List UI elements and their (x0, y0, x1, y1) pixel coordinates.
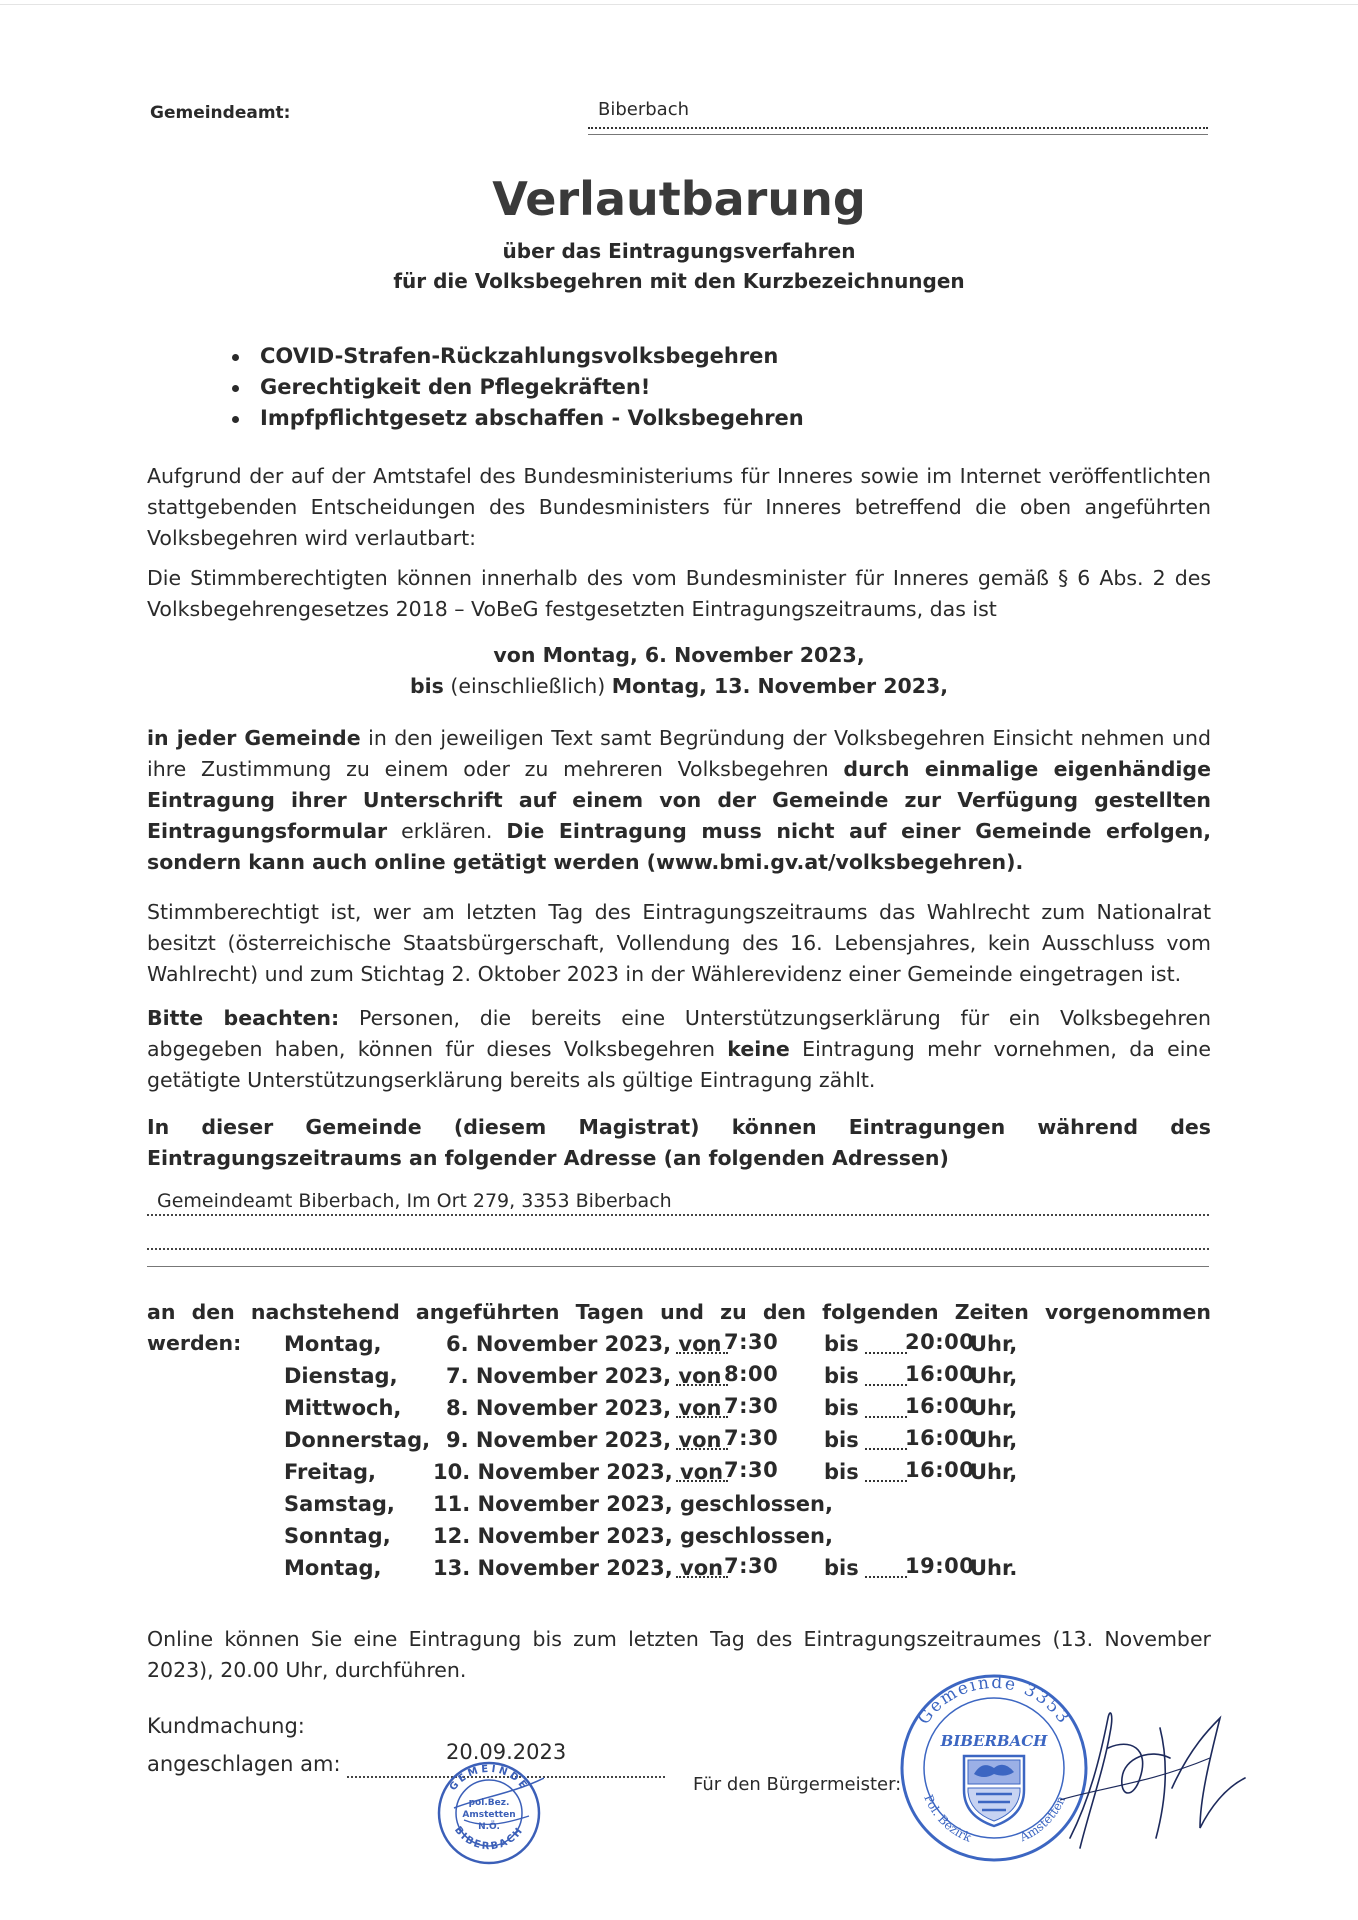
schedule-uhr: Uhr, (970, 1428, 1018, 1452)
schedule-time-from: 7:30 (724, 1458, 779, 1482)
paragraph-adresse-intro: In dieser Gemeinde (diesem Magistrat) können Eintragungen während des Eintragungszeitraums an folgender Adresse (an folgenden Adressen) (147, 1115, 1211, 1170)
para3-bold-e: Die Eintragung muss nicht auf einer Gemeinde erfolgen, sondern kann auch online getätigt werden (www.bmi.gv.at/volksbegehren). (147, 819, 1211, 874)
schedule-day: Freitag, (284, 1460, 377, 1484)
schedule-day: Donnerstag, (284, 1428, 431, 1452)
subtitle-line-1: über das Eintragungsverfahren (502, 239, 856, 263)
list-item: Gerechtigkeit den Pflegekräften! (230, 372, 804, 403)
schedule-day: Dienstag, (284, 1364, 398, 1388)
schedule-uhr: Uhr. (970, 1556, 1018, 1580)
period-to-paren: (einschließlich) (450, 674, 606, 698)
svg-text:Gemeinde 3353 (914, 1673, 1074, 1729)
schedule-day: Samstag, (284, 1492, 395, 1516)
schedule-day: Sonntag, (284, 1524, 391, 1548)
document-title: Verlautbarung (492, 172, 866, 226)
address-field-empty (147, 1224, 1209, 1250)
schedule-date: 10. November 2023, von (433, 1460, 724, 1484)
period-from: von Montag, 6. November 2023, (493, 643, 865, 667)
schedule-time-from: 8:00 (724, 1362, 779, 1386)
coat-of-arms-icon (964, 1756, 1024, 1826)
para5-text-b: Personen, die bereits eine Unterstützungserklärung für ein Volksbegehren abgegeben haben, können für dieses Volksbegehren (147, 1006, 1211, 1061)
schedule-time-from: 7:30 (724, 1554, 779, 1578)
period-to-prefix: bis (409, 674, 444, 698)
seal-small-line3: N.Ö. (478, 1822, 500, 1832)
schedule-bis: bis (824, 1460, 859, 1484)
schedule-date: 11. November 2023, geschlossen, (433, 1492, 833, 1516)
time-to-field (865, 1384, 907, 1386)
time-from-field (676, 1416, 728, 1418)
seal-small-line2: Amstetten (462, 1810, 516, 1820)
schedule-time-from: 7:30 (724, 1394, 779, 1418)
schedule-row (0, 1396, 1358, 1427)
para3-text-b: in den jeweiligen Text samt Begründung der Volksbegehren Einsicht nehmen und ihre Zustimmung zu einem oder zu mehreren Volksbegehren (147, 726, 1211, 781)
schedule-uhr: Uhr, (970, 1396, 1018, 1420)
schedule-bis: bis (824, 1396, 859, 1420)
time-from-field (676, 1480, 728, 1482)
angeschlagen-date: 20.09.2023 (446, 1740, 567, 1764)
schedule-time-to: 19:00 (905, 1554, 975, 1578)
kundmachung-label: Kundmachung: (147, 1714, 305, 1738)
schedule-day: Montag, (284, 1332, 382, 1356)
paragraph-bitte-beachten (147, 1003, 1211, 1096)
schedule-day: Montag, (284, 1556, 382, 1580)
schedule-time-to: 16:00 (905, 1426, 975, 1450)
time-to-field (865, 1352, 907, 1354)
seal-small-line1: pol.Bez. (468, 1798, 510, 1808)
para3-bold-a: in jeder Gemeinde (147, 726, 361, 750)
period-to-suffix: Montag, 13. November 2023, (611, 674, 949, 698)
schedule-row (0, 1460, 1358, 1491)
schedule-row (0, 1364, 1358, 1395)
schedule-date: 7. November 2023, von (446, 1364, 722, 1388)
seal-small-ring-top: GEMEINDE (447, 1763, 531, 1794)
seal-large-center: BIBERBACH (940, 1732, 1048, 1750)
schedule-day: Mittwoch, (284, 1396, 402, 1420)
schedule-time-to: 16:00 (905, 1362, 975, 1386)
schedule-row (0, 1492, 1358, 1523)
schedule-uhr: Uhr, (970, 1364, 1018, 1388)
period-to (0, 674, 1358, 698)
schedule-row (0, 1556, 1358, 1587)
address-underline (147, 1266, 1209, 1267)
para3-text-d: erklären. (387, 819, 507, 843)
schedule-time-to: 16:00 (905, 1458, 975, 1482)
para5-bold-a: Bitte beachten: (147, 1006, 340, 1030)
schedule-date: 9. November 2023, von (446, 1428, 722, 1452)
time-to-field (865, 1576, 907, 1578)
municipal-seal-small (434, 1758, 544, 1868)
schedule-date: 12. November 2023, geschlossen, (433, 1524, 833, 1548)
list-item: Impfpflichtgesetz abschaffen - Volksbegehren (230, 403, 804, 434)
schedule-row (0, 1332, 1358, 1363)
seal-large-ring-left: Pol. Bezirk (921, 1792, 974, 1845)
para3-bold-c: durch einmalige eigenhändige Eintragung ihrer Unterschrift auf einem von der Gemeinde zur Verfügung gestellten Eintragungsformular (147, 757, 1211, 843)
paragraph-eintragung (147, 723, 1211, 878)
schedule-bis: bis (824, 1364, 859, 1388)
schedule-uhr: Uhr, (970, 1332, 1018, 1356)
buergermeister-label: Für den Bürgermeister: (693, 1774, 902, 1795)
gemeindeamt-value: Biberbach (598, 99, 690, 120)
schedule-row (0, 1524, 1358, 1555)
time-to-field (865, 1448, 907, 1450)
paragraph-stimmberechtigt: Stimmberechtigt ist, wer am letzten Tag des Eintragungszeitraums das Wahlrecht zum Nationalrat besitzt (österreichische Staatsbürgerschaft, Vollendung des 16. Lebensjahres, kein Ausschluss vom Wahlrecht) und zum Stichtag 2. Oktober 2023 in der Wählerevidenz einer Gemeinde eingetragen ist. (147, 900, 1211, 986)
subtitle-line-2: für die Volksbegehren mit den Kurzbezeichnungen (393, 269, 965, 293)
gemeindeamt-label: Gemeindeamt: (150, 103, 291, 123)
signature-image (1060, 1688, 1250, 1868)
time-to-field (865, 1480, 907, 1482)
online-note: Online können Sie eine Eintragung bis zum letzten Tag des Eintragungszeitraumes (13. November 2023), 20.00 Uhr, durchführen. (147, 1627, 1211, 1682)
paragraph-intro: Aufgrund der auf der Amtstafel des Bundesministeriums für Inneres sowie im Internet veröffentlichten stattgebenden Entscheidungen des Bundesministers für Inneres betreffend die oben angeführten Volksbegehren wird verlautbart: (147, 464, 1211, 550)
schedule-time-from: 7:30 (724, 1426, 779, 1450)
time-from-field (676, 1384, 728, 1386)
time-from-field (676, 1576, 728, 1578)
schedule-time-from: 7:30 (724, 1330, 779, 1354)
seal-small-ring-bottom: BIBERBACH (451, 1824, 527, 1853)
list-item: COVID-Strafen-Rückzahlungsvolksbegehren (230, 341, 804, 372)
schedule-bis: bis (824, 1428, 859, 1452)
gemeindeamt-underline (588, 134, 1208, 135)
schedule-bis: bis (824, 1332, 859, 1356)
seal-large-ring-right: Amstetten (1017, 1793, 1069, 1845)
schedule-date: 13. November 2023, von (433, 1556, 724, 1580)
schedule-uhr: Uhr, (970, 1460, 1018, 1484)
page-edge-line (0, 4, 1358, 5)
schedule-bis: bis (824, 1556, 859, 1580)
gemeindeamt-field (588, 99, 1208, 129)
address-field (147, 1190, 1209, 1216)
time-to-field (865, 1416, 907, 1418)
schedule-intro: an den nachstehend angeführten Tagen und zu den folgenden Zeiten vorgenommen werden: (147, 1300, 1211, 1355)
schedule-row (0, 1428, 1358, 1459)
schedule-time-to: 20:00 (905, 1330, 975, 1354)
paragraph-period-intro: Die Stimmberechtigten können innerhalb des vom Bundesminister für Inneres gemäß § 6 Abs. 2 des Volksbegehrengesetzes 2018 – VoBeG festgesetzten Eintragungszeitraums, das ist (147, 566, 1211, 621)
time-from-field (676, 1352, 728, 1354)
time-from-field (676, 1448, 728, 1450)
angeschlagen-label: angeschlagen am: (147, 1752, 341, 1776)
schedule-date: 8. November 2023, von (446, 1396, 722, 1420)
para5-bold-c: keine (727, 1037, 790, 1061)
schedule-date: 6. November 2023, von (446, 1332, 722, 1356)
seal-large-ring-top: Gemeinde 3353 (913, 1672, 1075, 1729)
address-value: Gemeindeamt Biberbach, Im Ort 279, 3353 Biberbach (157, 1190, 672, 1212)
schedule-time-to: 16:00 (905, 1394, 975, 1418)
volksbegehren-list (230, 341, 804, 434)
para5-text-d: Eintragung mehr vornehmen, da eine getätigte Unterstützungserklärung bereits als gültige Eintragung zählt. (147, 1037, 1212, 1092)
